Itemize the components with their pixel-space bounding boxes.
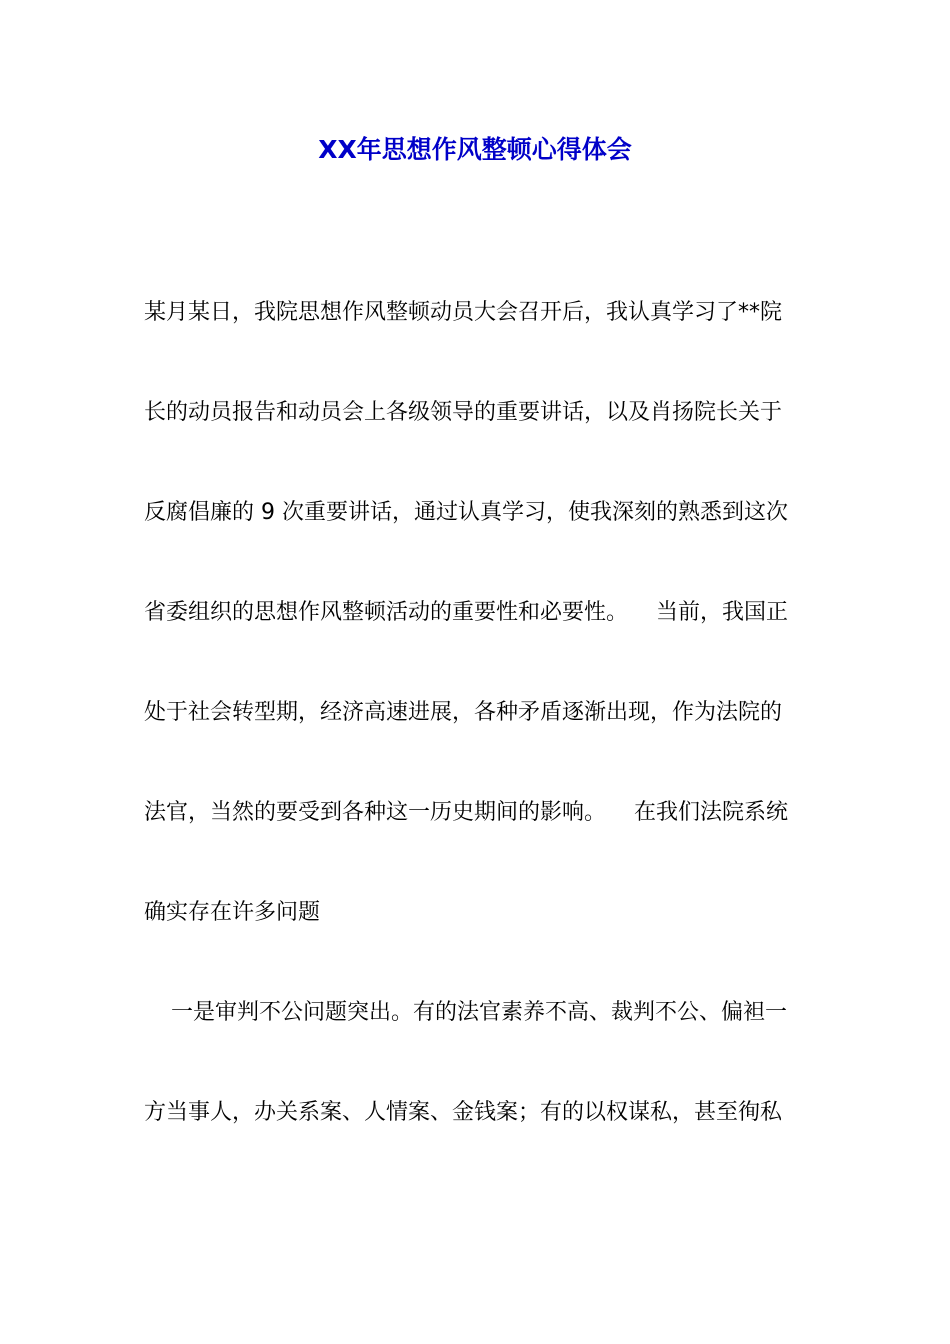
body-line: 确实存在许多问题 <box>144 900 321 925</box>
body-line: 法官，当然的要受到各种这一历史期间的影响。 在我们法院系统 <box>144 800 788 825</box>
document-body <box>144 288 809 1188</box>
body-line: 方当事人，办关系案、人情案、金钱案；有的以权谋私，甚至徇私 <box>144 1100 783 1125</box>
body-line: 某月某日，我院思想作风整顿动员大会召开后，我认真学习了**院 <box>144 300 783 325</box>
body-line: 处于社会转型期，经济高速进展，各种矛盾逐渐出现，作为法院的 <box>144 700 783 725</box>
body-line: 省委组织的思想作风整顿活动的重要性和必要性。 当前，我国正 <box>144 600 788 625</box>
body-line: 反腐倡廉的 9 次重要讲话，通过认真学习，使我深刻的熟悉到这次 <box>144 500 788 525</box>
body-line: 长的动员报告和动员会上各级领导的重要讲话，以及肖扬院长关于 <box>144 400 783 425</box>
document-title: XX年思想作风整顿心得体会 <box>318 135 632 164</box>
body-line-indented: 一是审判不公问题突出。有的法官素养不高、裁判不公、偏袒一 <box>171 1000 788 1025</box>
